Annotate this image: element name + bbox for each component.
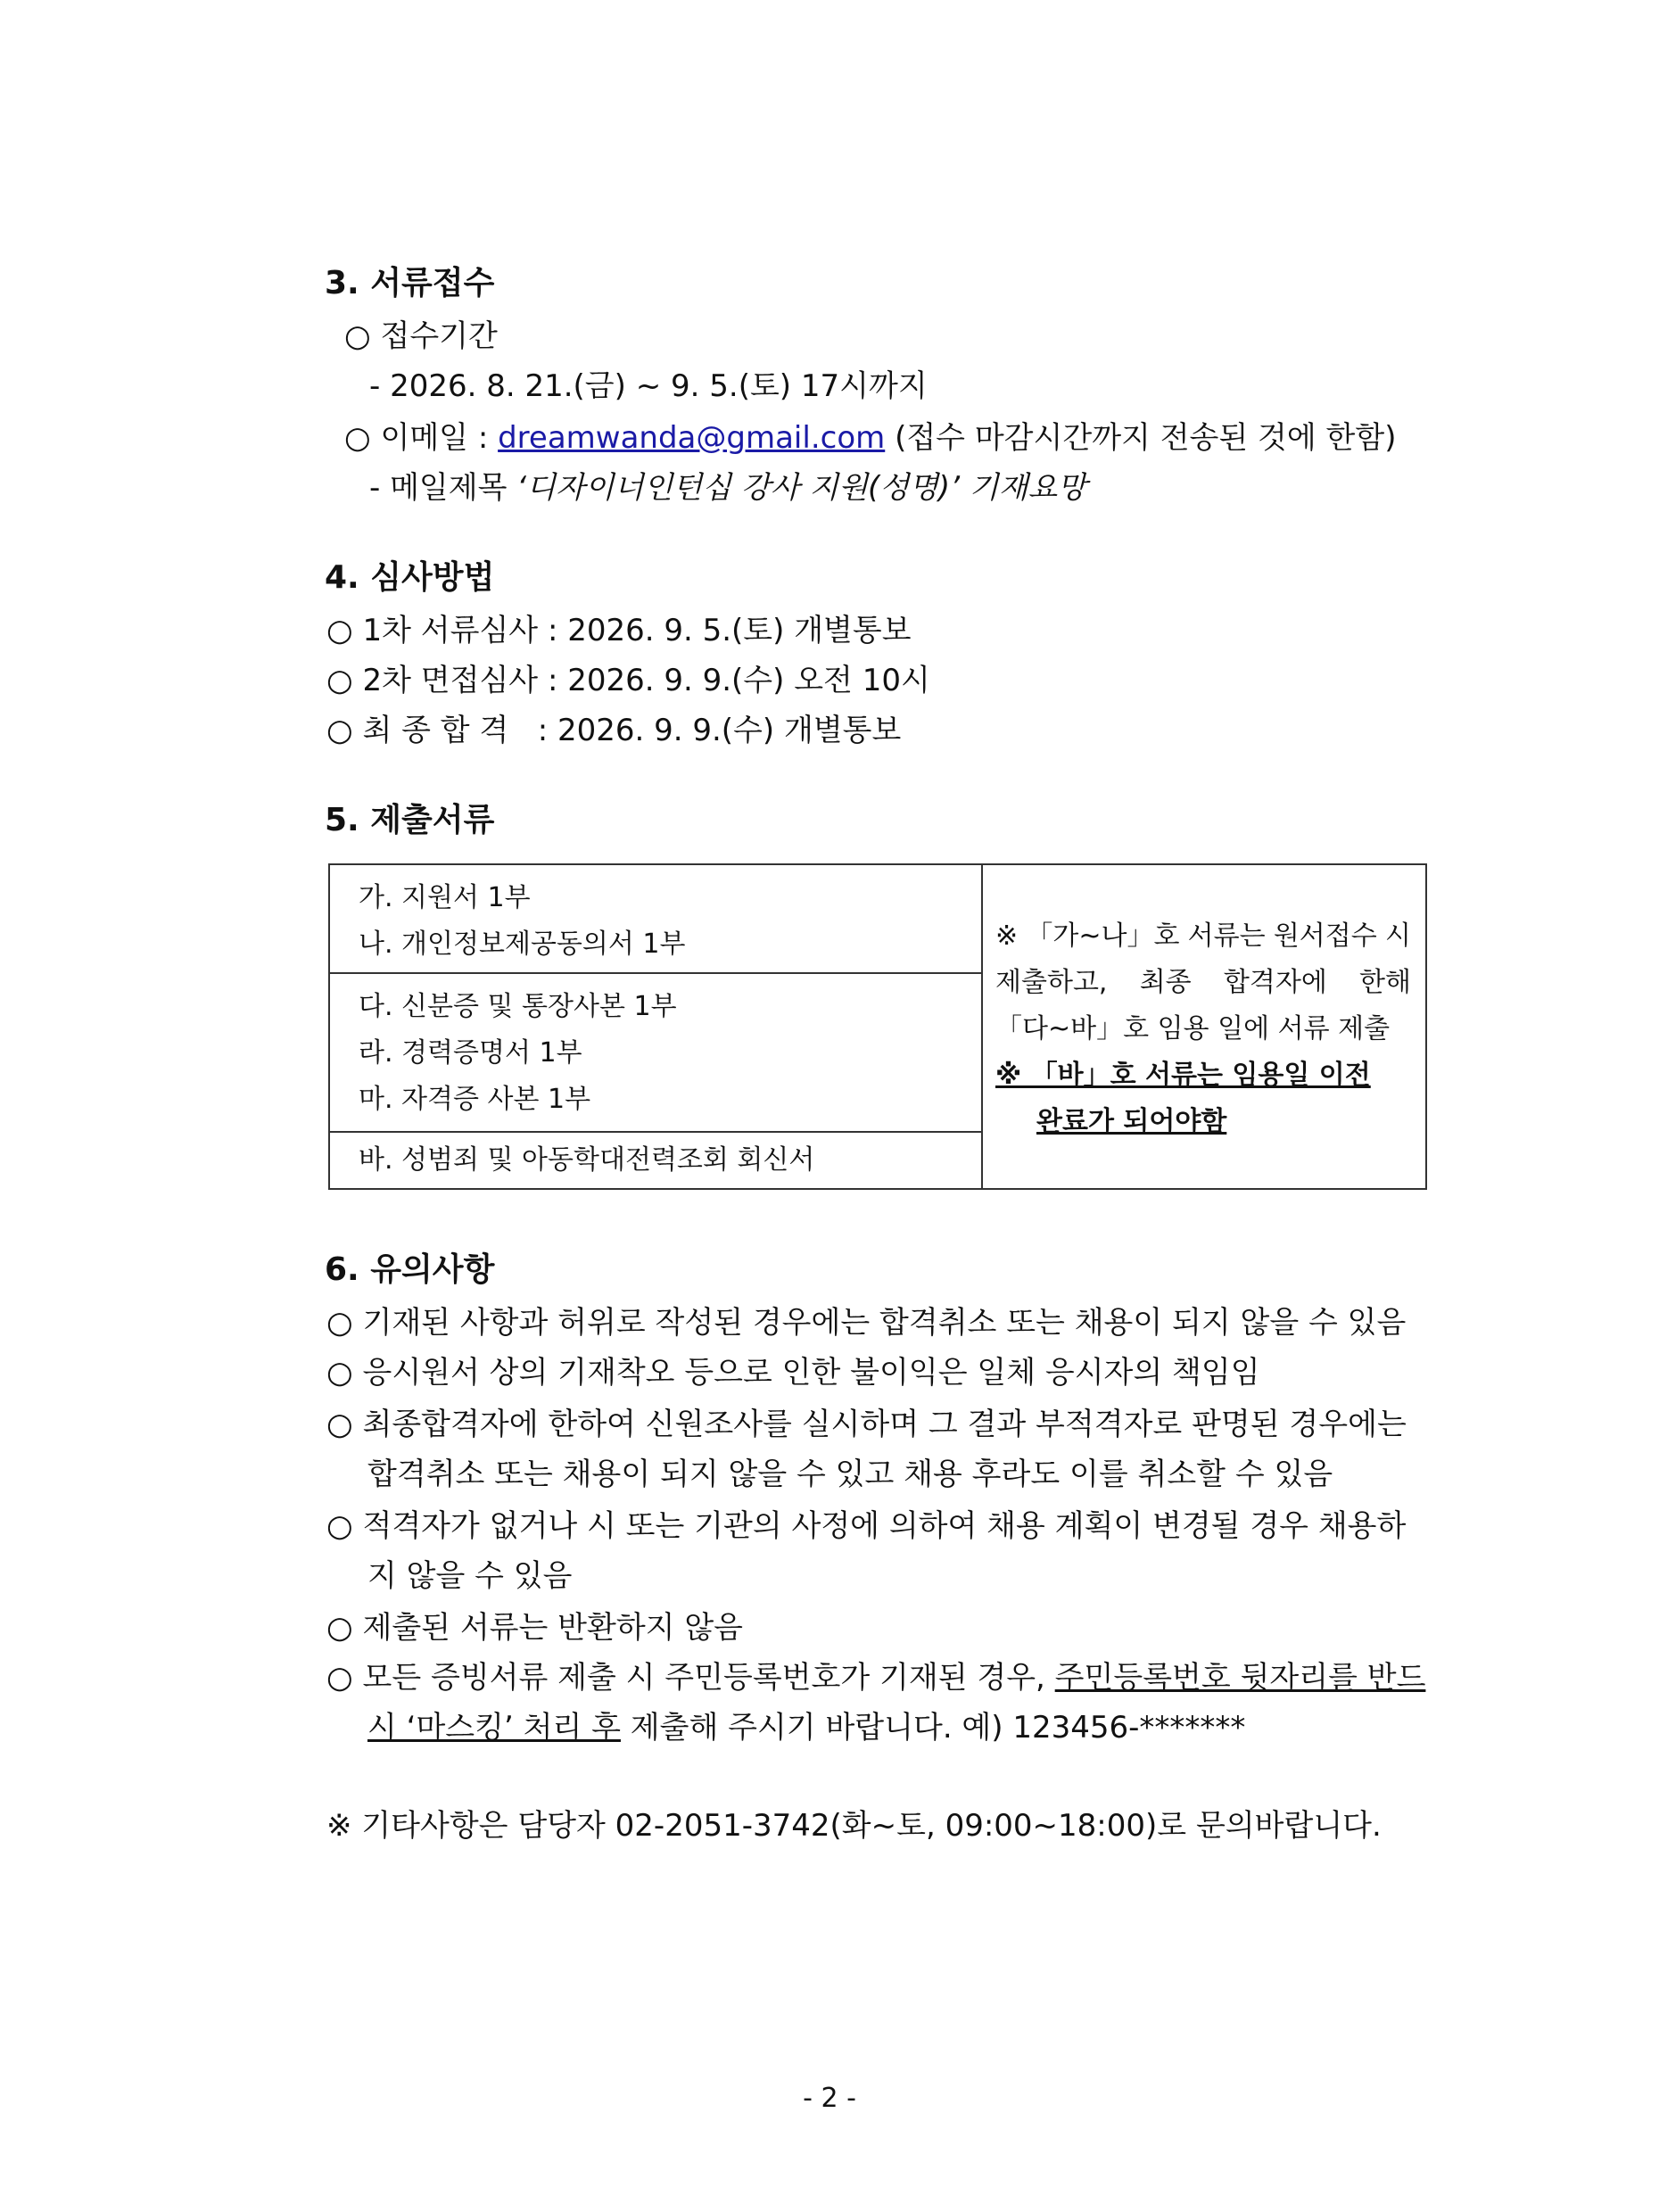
s4-item: ○ 최 종 합 격 : 2026. 9. 9.(수) 개별통보 xyxy=(326,713,902,748)
s3-mail-subject-format: ‘디자이너인턴십 강사 지원(성명)’ 기재요망 xyxy=(516,470,1087,506)
note-line xyxy=(995,1006,1411,1052)
s4-item: ○ 2차 면접심사 : 2026. 9. 9.(수) 오전 10시 xyxy=(326,663,930,698)
s6-item: ○ 응시원서 상의 기재착오 등으로 인한 불이익은 일체 응시자의 책임임 xyxy=(326,1355,1260,1391)
note-word: 시 xyxy=(1384,920,1411,952)
note-word: 최종 xyxy=(1139,967,1192,998)
section-4-title: 4. 심사방법 xyxy=(325,559,495,596)
s3-email-line xyxy=(344,420,1397,456)
s6-item-cont xyxy=(367,1710,1246,1746)
note-word: 제출하고, xyxy=(995,967,1108,998)
submission-note xyxy=(995,913,1411,1145)
note-line xyxy=(995,960,1411,1006)
document-item: 나. 개인정보제공동의서 1부 xyxy=(359,929,686,960)
note-word: ※ xyxy=(995,920,1019,952)
s6-masking-emphasis: 시 ‘마스킹’ 처리 후 xyxy=(367,1710,621,1746)
s3-email-suffix: (접수 마감시간까지 전송된 것에 한함) xyxy=(895,420,1397,456)
contact-note: ※ 기타사항은 담당자 02-2051-3742(화~토, 09:00~18:00)로 문의바랍니다. xyxy=(326,1808,1382,1844)
note-word: 한해 xyxy=(1359,967,1411,998)
documents-table xyxy=(328,863,1427,1190)
section-5-title: 5. 제출서류 xyxy=(325,802,495,838)
note-word: 「가~나」호 xyxy=(1026,920,1180,952)
s6-item: ○ 적격자가 없거나 시 또는 기관의 사정에 의하여 채용 계획이 변경될 경우 채용하 xyxy=(326,1508,1407,1544)
document-item: 다. 신분증 및 통장사본 1부 xyxy=(359,991,677,1022)
document-item: 가. 지원서 1부 xyxy=(359,882,531,913)
document-item: 마. 자격증 사본 1부 xyxy=(359,1084,591,1115)
note-word: 합격자에 xyxy=(1223,967,1327,998)
s6-item: ○ 제출된 서류는 반환하지 않음 xyxy=(326,1610,744,1646)
s6-masking-prefix: ○ 모든 증빙서류 제출 시 주민등록번호가 기재된 경우, xyxy=(326,1660,1045,1696)
table-divider xyxy=(981,865,983,1188)
s3-receipt-period-date: - 2026. 8. 21.(금) ~ 9. 5.(토) 17시까지 xyxy=(369,368,928,404)
section-6-title: 6. 유의사항 xyxy=(325,1251,495,1288)
table-divider xyxy=(330,1131,981,1133)
email-link[interactable]: dreamwanda@gmail.com xyxy=(498,420,886,456)
s4-item: ○ 1차 서류심사 : 2026. 9. 5.(토) 개별통보 xyxy=(326,613,912,648)
document-item: 라. 경력증명서 1부 xyxy=(359,1037,582,1069)
document-item: 바. 성범죄 및 아동학대전력조회 회신서 xyxy=(359,1144,815,1176)
s6-item-cont: 지 않을 수 있음 xyxy=(367,1558,573,1594)
note-word: 서류는 xyxy=(1187,920,1266,952)
note-emphasis: 완료가 되어야함 xyxy=(1036,1106,1227,1137)
note-word: 「다~바」호 임용 일에 서류 제출 xyxy=(995,1013,1391,1044)
table-divider xyxy=(330,972,981,974)
s6-item: ○ 최종합격자에 한하여 신원조사를 실시하며 그 결과 부적격자로 판명된 경우에는 xyxy=(326,1407,1407,1442)
note-emphasis: ※ 「바」호 서류는 임용일 이전 xyxy=(995,1060,1371,1091)
s3-mail-subject-prefix: - 메일제목 xyxy=(369,470,508,506)
page-number: - 2 - xyxy=(803,2083,856,2114)
section-3-title: 3. 서류접수 xyxy=(325,265,495,301)
s3-receipt-period: ○ 접수기간 xyxy=(344,318,498,354)
note-word: 원서접수 xyxy=(1273,920,1377,952)
s3-email-prefix: ○ 이메일 : xyxy=(344,420,489,456)
note-line-bold xyxy=(995,1052,1411,1099)
note-line xyxy=(995,913,1411,960)
s6-item-cont: 합격취소 또는 채용이 되지 않을 수 있고 채용 후라도 이를 취소할 수 있음 xyxy=(367,1457,1333,1492)
s6-masking-emphasis: 주민등록번호 뒷자리를 반드 xyxy=(1054,1660,1426,1696)
s6-item: ○ 기재된 사항과 허위로 작성된 경우에는 합격취소 또는 채용이 되지 않을 수 있음 xyxy=(326,1305,1407,1341)
s6-masking-suffix: 제출해 주시기 바랍니다. 예) 123456-******* xyxy=(630,1710,1246,1746)
s6-item xyxy=(326,1660,1426,1696)
s3-mail-subject xyxy=(369,470,1087,506)
note-line-bold xyxy=(995,1099,1411,1145)
